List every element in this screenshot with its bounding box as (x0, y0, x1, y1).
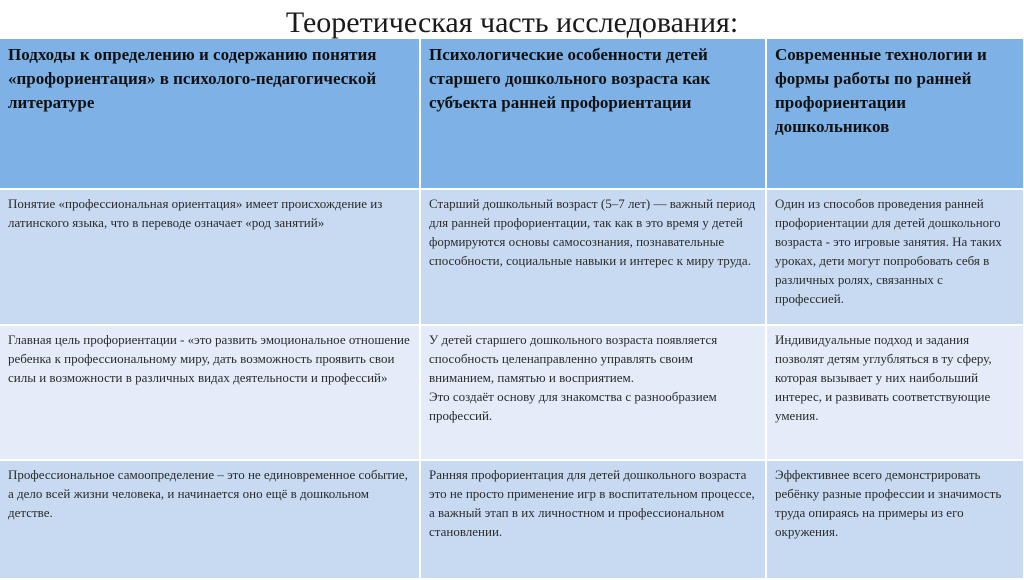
table-cell: Старший дошкольный возраст (5–7 лет) — важный период для ранней профориентации, так как в это время у детей формируются основы самосознания, познавательные способности, социальные навыки и интерес к миру труда. (420, 189, 766, 325)
header-cell-approaches: Подходы к определению и содержанию понятия «профориентация» в психолого-педагогической литературе (0, 39, 420, 189)
table-cell: Профессиональное самоопределение – это не единовременное событие, а дело всей жизни человека, и начинается оно ещё в дошкольном детстве. (0, 460, 420, 579)
table-cell: Понятие «профессиональная ориентация» имеет происхождение из латинского языка, что в переводе означает «род занятий» (0, 189, 420, 325)
header-cell-technologies: Современные технологии и формы работы по ранней профориентации дошкольников (766, 39, 1024, 189)
header-cell-psychology: Психологические особенности детей старшего дошкольного возраста как субъекта ранней профориентации (420, 39, 766, 189)
table-row (0, 325, 1024, 460)
table-header-row (0, 39, 1024, 189)
table-cell: Один из способов проведения ранней профориентации для детей дошкольного возраста - это игровые занятия. На таких уроках, дети могут попробовать себя в различных ролях, связанных с профессией. (766, 189, 1024, 325)
table-row (0, 189, 1024, 325)
table-cell: У детей старшего дошкольного возраста появляется способность целенаправленно управлять своим вниманием, памятью и восприятием. Это создаёт основу для знакомства с разнообразием профессий. (420, 325, 766, 460)
table-cell: Эффективнее всего демонстрировать ребёнку разные профессии и значимость труда опираясь на примеры из его окружения. (766, 460, 1024, 579)
table-row (0, 460, 1024, 579)
table-cell: Главная цель профориентации - «это развить эмоциональное отношение ребенка к профессиональному миру, дать возможность проявить свои силы и возможности в различных видах деятельности и профессий» (0, 325, 420, 460)
table-cell: Ранняя профориентация для детей дошкольного возраста это не просто применение игр в воспитательном процессе, а важный этап в их личностном и профессиональном становлении. (420, 460, 766, 579)
slide-title: Теоретическая часть исследования: (285, 6, 739, 39)
table-cell: Индивидуальные подход и задания позволят детям углубляться в ту сферу, которая вызывает у них наибольший интерес, и развивать соответствующие умения. (766, 325, 1024, 460)
research-table (0, 39, 1024, 580)
